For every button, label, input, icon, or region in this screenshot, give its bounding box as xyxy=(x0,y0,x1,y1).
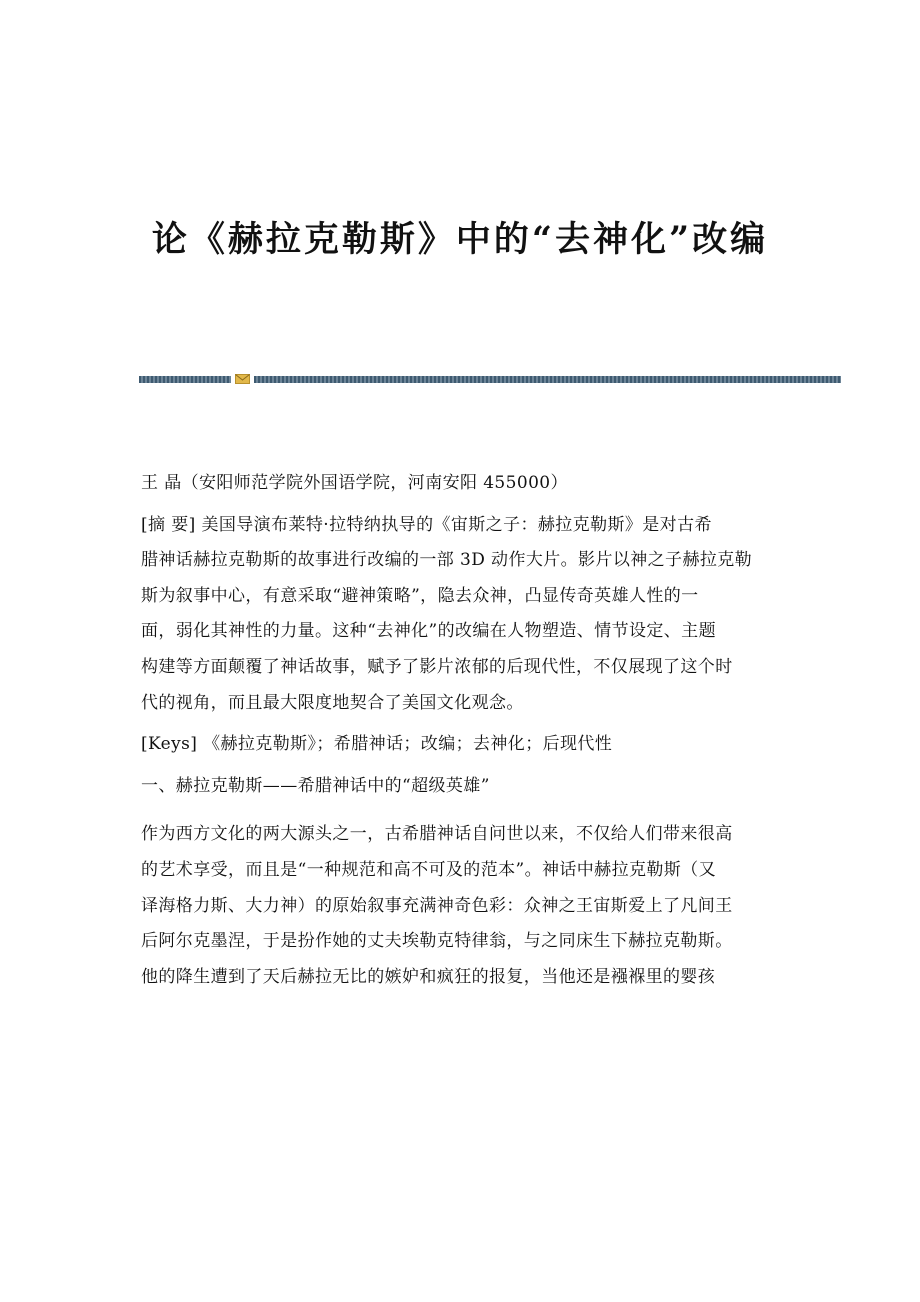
body-line: 作为西方文化的两大源头之一，古希腊神话自问世以来，不仅给人们带来很高 xyxy=(141,824,733,845)
body-paragraph xyxy=(141,817,781,995)
abstract xyxy=(141,508,781,722)
abstract-line: 构建等方面颠覆了神话故事，赋予了影片浓郁的后现代性，不仅展现了这个时 xyxy=(141,656,733,677)
article-body xyxy=(141,466,781,995)
abstract-line: 面，弱化其神性的力量。这种“去神化”的改编在人物塑造、情节设定、主题 xyxy=(141,621,716,642)
body-line: 他的降生遭到了天后赫拉无比的嫉妒和疯狂的报复，当他还是襁褓里的婴孩 xyxy=(141,966,716,987)
keywords: [Keys] 《赫拉克勒斯》；希腊神话；改编；去神化；后现代性 xyxy=(141,734,613,755)
abstract-line: 腊神话赫拉克勒斯的故事进行改编的一部 3D 动作大片。影片以神之子赫拉克勒 xyxy=(141,550,753,571)
body-line: 后阿尔克墨涅，于是扮作她的丈夫埃勒克特律翁，与之同床生下赫拉克勒斯。 xyxy=(141,931,733,952)
title-divider xyxy=(139,374,841,384)
abstract-line: 斯为叙事中心，有意采取“避神策略”，隐去众神，凸显传奇英雄人性的一 xyxy=(141,585,699,606)
author-affiliation: 王 晶（安阳师范学院外国语学院，河南安阳 455000） xyxy=(141,473,568,493)
divider-bar-left xyxy=(139,376,231,383)
abstract-line: 代的视角，而且最大限度地契合了美国文化观念。 xyxy=(141,692,524,713)
page-title: 论《赫拉克勒斯》中的“去神化”改编 xyxy=(151,219,769,260)
divider-bar-right xyxy=(254,376,841,383)
abstract-line: [摘 要] 美国导演布莱特·拉特纳执导的《宙斯之子：赫拉克勒斯》是对古希 xyxy=(141,514,712,535)
section-heading: 一、赫拉克勒斯——希腊神话中的“超级英雄” xyxy=(141,775,490,796)
body-line: 的艺术享受，而且是“一种规范和高不可及的范本”。神话中赫拉克勒斯（又 xyxy=(141,859,716,880)
body-line: 译海格力斯、大力神）的原始叙事充满神奇色彩：众神之王宙斯爱上了凡间王 xyxy=(141,895,733,916)
envelope-icon xyxy=(235,374,250,384)
